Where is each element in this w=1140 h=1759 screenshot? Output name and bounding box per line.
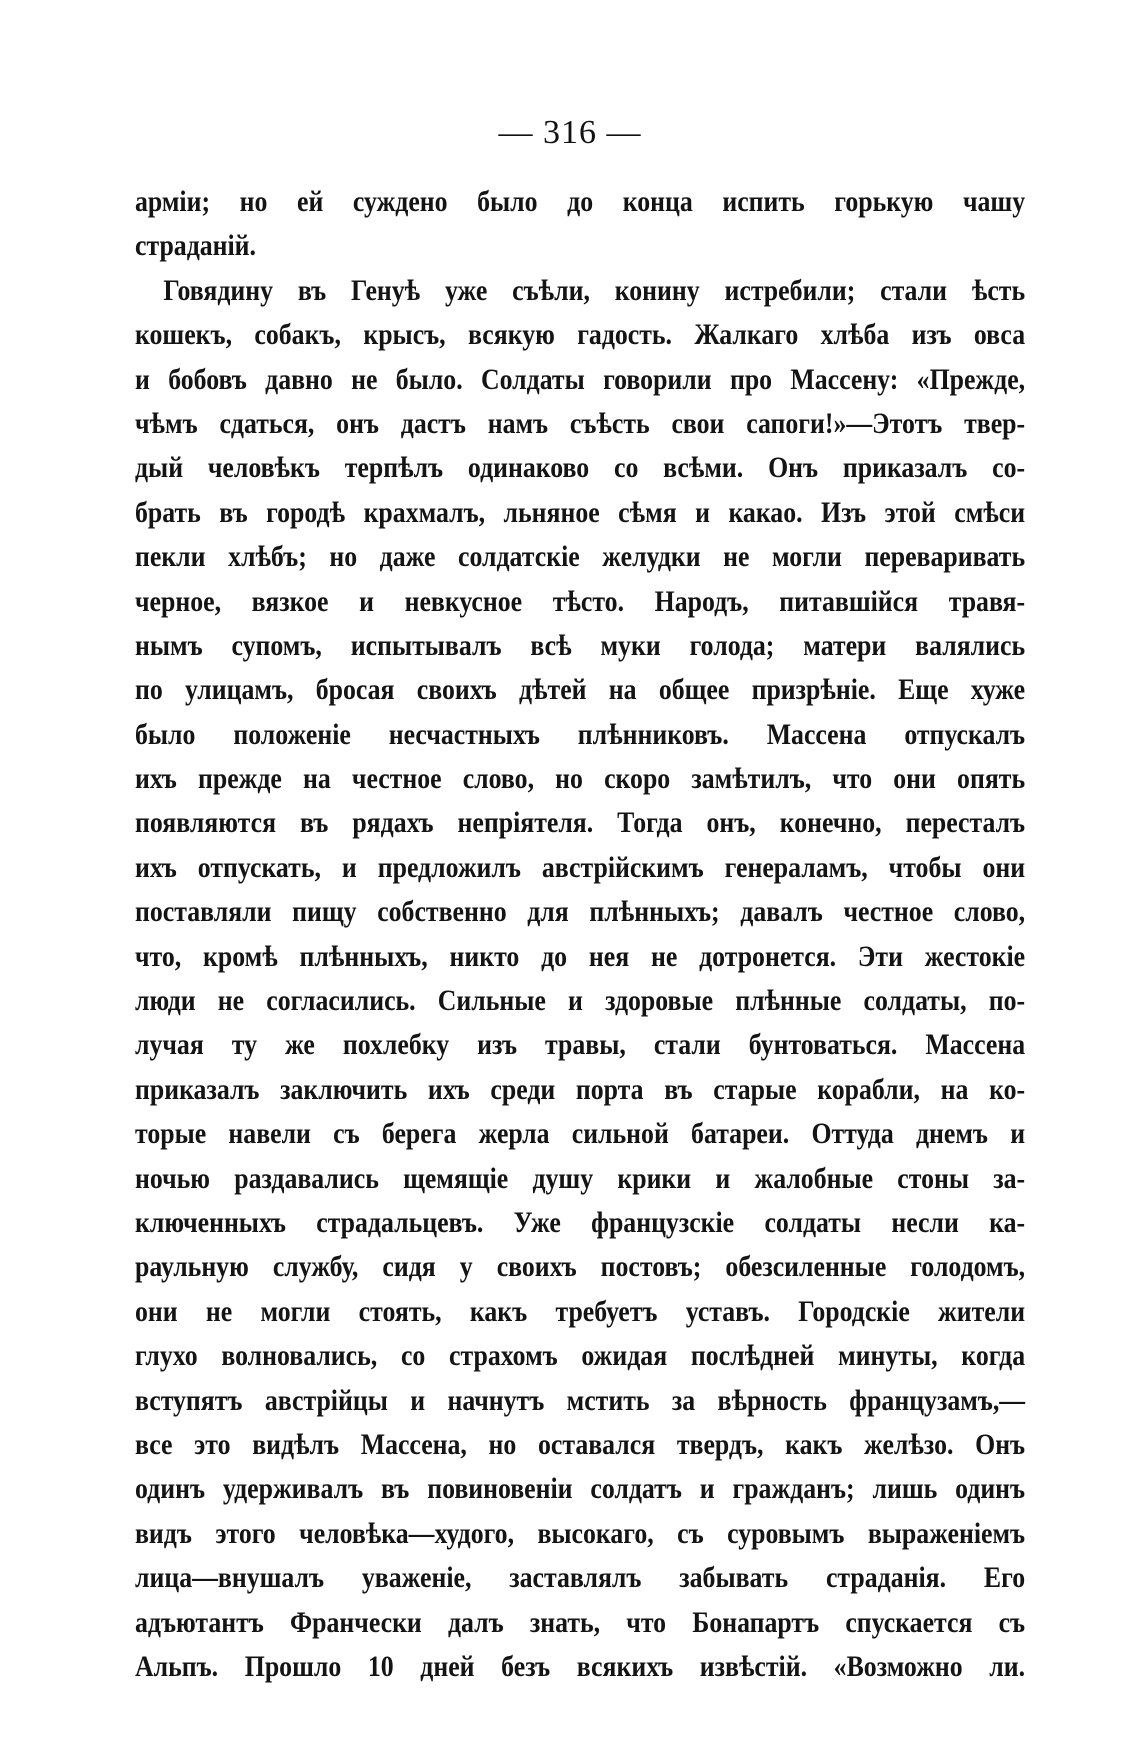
text-line: вступятъ австрійцы и начнутъ мстить за вѣрность французамъ,— [135, 1383, 1026, 1417]
text-line: раульную службу, сидя у своихъ постовъ; обезсиленные голодомъ, [135, 1250, 1026, 1284]
text-line: глухо волновались, со страхомъ ожидая послѣдней минуты, когда [135, 1339, 1026, 1373]
text-line: брать въ городѣ крахмалъ, льняное сѣмя и какао. Изъ этой смѣси [135, 495, 1026, 529]
text-line: лица—внушалъ уваженіе, заставлялъ забывать страданія. Его [135, 1561, 1026, 1595]
text-line: видъ этого человѣка—худого, высокаго, съ суровымъ выраженіемъ [135, 1516, 1026, 1550]
text-line: арміи; но ей суждено было до конца испить горькую чашу [135, 185, 1026, 218]
text-line: Говядину въ Генуѣ уже съѣли, конину истребили; стали ѣсть [163, 273, 1026, 307]
text-line: кошекъ, собакъ, крысъ, всякую гадость. Жалкаго хлѣба изъ овса [135, 318, 1026, 352]
text-line: и бобовъ давно не было. Солдаты говорили про Массену: «Прежде, [135, 362, 1026, 396]
text-line: Альпъ. Прошло 10 дней безъ всякихъ извѣстій. «Возможно ли. [135, 1649, 1026, 1683]
text-line: одинъ удерживалъ въ повиновеніи солдатъ и гражданъ; лишь одинъ [135, 1472, 1026, 1506]
body-text [135, 180, 1025, 1689]
text-line: появляются въ рядахъ непріятеля. Тогда онъ, конечно, пересталъ [135, 806, 1026, 840]
text-line: адъютантъ Франчески далъ знать, что Бонапартъ спускается съ [135, 1605, 1026, 1639]
text-line: все это видѣлъ Массена, но оставался твердъ, какъ желѣзо. Онъ [135, 1427, 1026, 1461]
page-number: — 316 — [498, 114, 642, 151]
text-line: люди не согласились. Сильные и здоровые плѣнные солдаты, по- [135, 984, 1026, 1018]
text-line: ихъ прежде на честное слово, но скоро замѣтилъ, что они опять [135, 762, 1026, 796]
text-line: поставляли пищу собственно для плѣнныхъ; давалъ честное слово, [135, 895, 1026, 929]
text-line: ихъ отпускать, и предложилъ австрійскимъ генераламъ, чтобы они [135, 850, 1026, 884]
text-line: по улицамъ, бросая своихъ дѣтей на общее призрѣніе. Еще хуже [135, 673, 1026, 707]
text-line: нымъ супомъ, испытывалъ всѣ муки голода; матери валялись [135, 628, 1026, 662]
text-line: ночью раздавались щемящіе душу крики и жалобные стоны за- [135, 1161, 1026, 1195]
text-line: они не могли стоять, какъ требуетъ уставъ. Городскіе жители [135, 1294, 1026, 1328]
text-line: черное, вязкое и невкусное тѣсто. Народъ, питавшійся травя- [135, 584, 1026, 618]
text-line: чѣмъ сдаться, онъ дастъ намъ съѣсть свои сапоги!»—Этотъ твер- [135, 406, 1026, 440]
text-line: было положеніе несчастныхъ плѣнниковъ. Массена отпускалъ [135, 717, 1026, 751]
text-line: лучая ту же похлебку изъ травы, стали бунтоваться. Массена [135, 1028, 1026, 1062]
text-line: страданій. [135, 229, 256, 263]
text-line: что, кромѣ плѣнныхъ, никто до нея не дотронется. Эти жестокіе [135, 939, 1026, 973]
text-line: пекли хлѣбъ; но даже солдатскіе желудки не могли переваривать [135, 540, 1026, 574]
text-line: торые навели съ берега жерла сильной батареи. Оттуда днемъ и [135, 1117, 1026, 1151]
text-line: приказалъ заключить ихъ среди порта въ старые корабли, на ко- [135, 1072, 1026, 1106]
text-line: дый человѣкъ терпѣлъ одинаково со всѣми. Онъ приказалъ со- [135, 451, 1026, 485]
text-line: ключенныхъ страдальцевъ. Уже французскіе солдаты несли ка- [135, 1205, 1026, 1239]
